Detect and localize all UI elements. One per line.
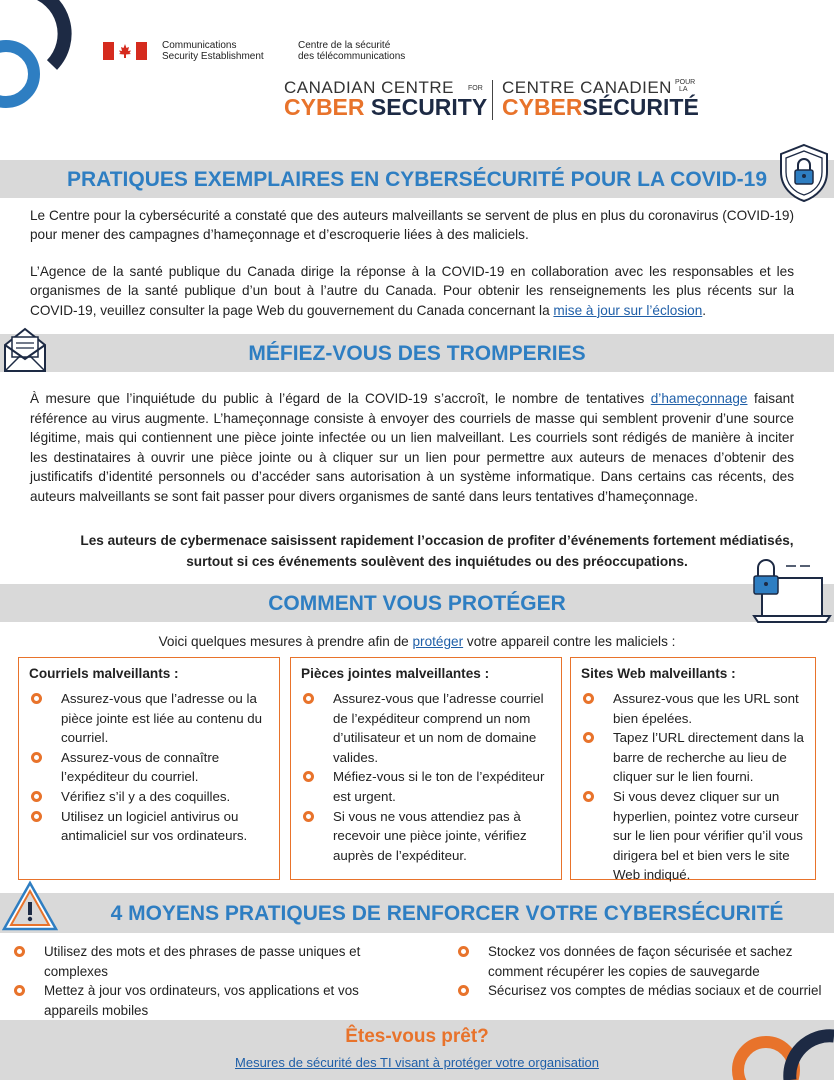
decor-arcs-top-left bbox=[0, 0, 90, 115]
dept-name-en: Communications Security Establishment bbox=[162, 40, 264, 62]
protect-intro: Voici quelques mesures à prendre afin de protéger votre appareil contre les maliciels : bbox=[158, 634, 676, 649]
box-title: Sites Web malveillants : bbox=[581, 666, 736, 681]
phishing-paragraph: À mesure que l’inquiétude du public à l’égard de la COVID-19 s’accroît, le nombre de tentatives d’hameçonnage faisant référence au virus augmente. L’hameçonnage consiste à envoyer des courriels de masse qui semblent provenir d’une source légitime, mais qui contiennent une pièce jointe infectée ou un lien malveillant. Les courriels sont rédigés de manière à inciter les destinataires à ouvrir une pièce jointe ou à cliquer sur un lien pour permettre aux auteurs de menaces d’obtenir des justificatifs d’identité personnels ou d’accéder sans autorisation à un système informatique. Dans certains cas récents, des auteurs malveillants se sont fait passer pour divers organismes de santé dans leurs tentatives d’hameçonnage. bbox=[30, 391, 794, 504]
envelope-icon bbox=[2, 325, 48, 375]
bullet-icon bbox=[583, 693, 594, 704]
threat-actor-emphasis: Les auteurs de cybermenace saisissent rapidement l’occasion de profiter d’événements fortement médiatisés, surtout si ces événements soulèvent des inquiétudes ou des préoccupations. bbox=[80, 533, 794, 569]
dept-name-fr: Centre de la sécurité des télécommunications bbox=[298, 40, 406, 62]
intro-paragraph-2: L’Agence de la santé publique du Canada dirige la réponse à la COVID-19 en collaboration avec les responsables et les organismes de la santé publique d’un bout à l’autre du Canada. Pour obtenir les renseignements les plus récents sur la COVID-19, veuillez consulter la page Web du gouvernement du Canada concernant la mise à jour sur l’éclosion. bbox=[30, 264, 794, 318]
list-item: Utilisez des mots et des phrases de passe uniques et complexes bbox=[0, 942, 410, 981]
warning-icon bbox=[2, 880, 58, 932]
bullet-icon bbox=[303, 693, 314, 704]
list-item: Vérifiez s’il y a des coquilles. bbox=[19, 787, 279, 807]
section-band-best-practices bbox=[0, 160, 834, 198]
box-malicious-emails bbox=[18, 657, 280, 880]
box-malicious-websites bbox=[570, 657, 816, 883]
footer-title: Êtes-vous prêt? bbox=[345, 1026, 489, 1047]
box-malicious-attachments bbox=[290, 657, 562, 880]
section-band-beware bbox=[0, 334, 834, 372]
laptop-lock-icon bbox=[752, 556, 834, 626]
section-title-four-ways: 4 MOYENS PRATIQUES DE RENFORCER VOTRE CYBERSÉCURITÉ bbox=[110, 902, 784, 925]
section-title-best-practices: PRATIQUES EXEMPLAIRES EN CYBERSÉCURITÉ POUR LA COVID-19 bbox=[66, 168, 768, 191]
bullet-icon bbox=[31, 752, 42, 763]
tips-left bbox=[0, 942, 410, 1020]
list-item: Mettez à jour vos ordinateurs, vos applications et vos appareils mobiles bbox=[0, 981, 410, 1020]
bullet-icon bbox=[583, 791, 594, 802]
canada-flag-icon bbox=[103, 42, 147, 60]
shield-lock-icon bbox=[776, 142, 832, 204]
list-item: Si vous ne vous attendiez pas à recevoir une pièce jointe, vérifiez auprès de l’expéditeur. bbox=[291, 807, 561, 866]
bullet-icon bbox=[458, 946, 469, 957]
bullet-icon bbox=[303, 771, 314, 782]
list-item: Si vous devez cliquer sur un hyperlien, pointez votre curseur sur le lien pour vérifier qu’il vous dirigera bel et bien vers le site Web indiqué. bbox=[571, 787, 815, 885]
bullet-icon bbox=[14, 946, 25, 957]
section-title-beware: MÉFIEZ-VOUS DES TROMPERIES bbox=[248, 342, 586, 365]
box-title: Pièces jointes malveillantes : bbox=[301, 666, 490, 681]
cyber-centre-logo: CANADIAN CENTRE FOR CYBER SECURITY CENTRE CANADIEN POUR LA CYBERSÉCURITÉ bbox=[284, 78, 699, 120]
phishing-link[interactable]: d’hameçonnage bbox=[650, 391, 748, 406]
list-item: Assurez-vous que l’adresse ou la pièce jointe est liée au contenu du courriel. bbox=[19, 689, 279, 748]
bullet-icon bbox=[31, 791, 42, 802]
footer-band bbox=[0, 1020, 834, 1080]
list-item: Méfiez-vous si le ton de l’expéditeur est urgent. bbox=[291, 767, 561, 806]
decor-arcs-bottom-right bbox=[730, 1022, 834, 1080]
bullet-icon bbox=[31, 811, 42, 822]
bullet-icon bbox=[458, 985, 469, 996]
bullet-icon bbox=[303, 811, 314, 822]
tips-right bbox=[444, 942, 828, 1001]
list-item: Assurez-vous que l’adresse courriel de l’expéditeur comprend un nom d’utilisateur et un nom de domaine valides. bbox=[291, 689, 561, 767]
list-item: Utilisez un logiciel antivirus ou antimaliciel sur vos ordinateurs. bbox=[19, 807, 279, 846]
section-band-protect bbox=[0, 584, 834, 622]
bullet-icon bbox=[14, 985, 25, 996]
section-title-protect: COMMENT VOUS PROTÉGER bbox=[268, 592, 566, 615]
list-item: Sécurisez vos comptes de médias sociaux et de courriel bbox=[444, 981, 828, 1001]
box-title: Courriels malveillants : bbox=[29, 666, 179, 681]
section-band-four-ways bbox=[0, 893, 834, 933]
protect-device-link[interactable]: protéger bbox=[412, 634, 464, 649]
list-item: Assurez-vous que les URL sont bien épelées. bbox=[571, 689, 815, 728]
list-item: Stockez vos données de façon sécurisée et sachez comment récupérer les copies de sauvegarde bbox=[444, 942, 828, 981]
list-item: Assurez-vous de connaître l’expéditeur du courriel. bbox=[19, 748, 279, 787]
intro-paragraph-1: Le Centre pour la cybersécurité a constaté que des auteurs malveillants se servent de plus en plus du coronavirus (COVID-19) pour mener des campagnes d’hameçonnage et d’escroquerie liées à des maliciels. bbox=[30, 208, 794, 243]
list-item: Tapez l’URL directement dans la barre de recherche au lieu de cliquer sur le lien fourni. bbox=[571, 728, 815, 787]
outbreak-update-link[interactable]: mise à jour sur l’éclosion bbox=[553, 302, 703, 318]
bullet-icon bbox=[31, 693, 42, 704]
footer-security-link[interactable]: Mesures de sécurité des TI visant à protéger votre organisation bbox=[235, 1055, 599, 1070]
bullet-icon bbox=[583, 732, 594, 743]
